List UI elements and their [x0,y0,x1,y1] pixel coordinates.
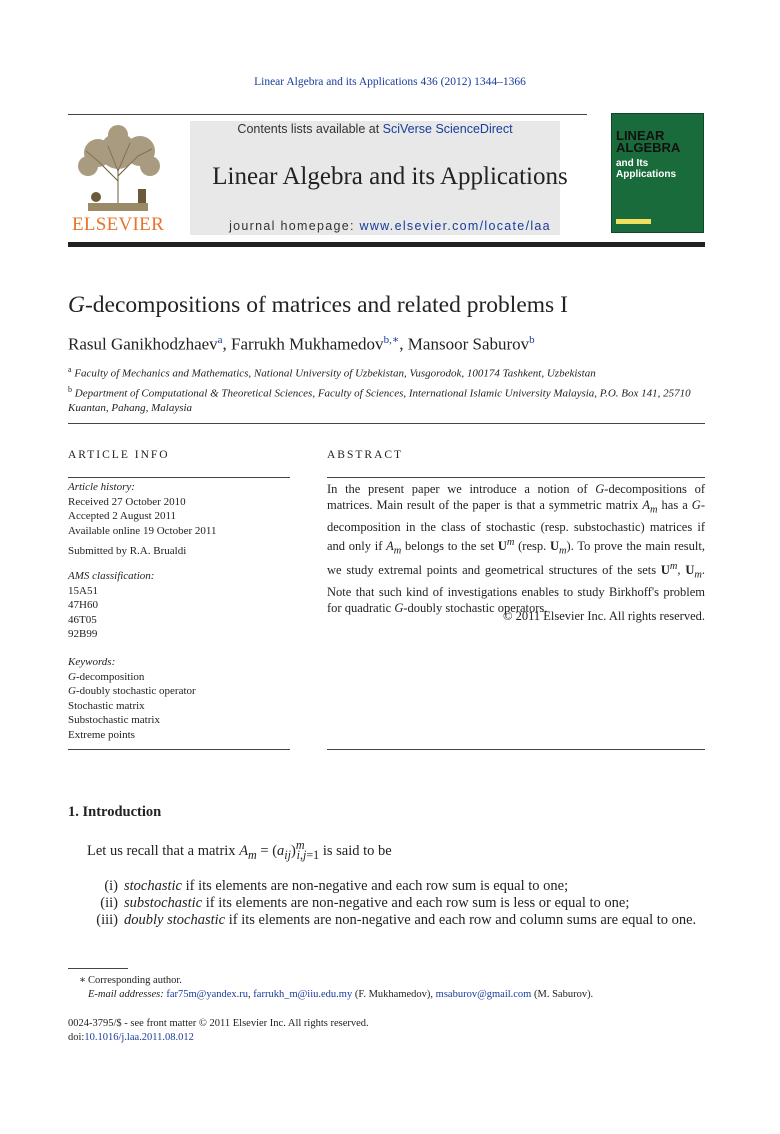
author-affil-mark[interactable]: b,∗ [383,334,400,346]
article-info-rule [68,477,290,478]
email-note: E-mail addresses: far75m@yandex.ru, farrukh_m@iiu.edu.my (F. Mukhamedov), msaburov@gmail.com (M. Saburov). [88,989,594,1000]
affiliations [68,362,708,416]
author-affil-mark[interactable]: a [217,334,223,346]
ams-code: 15A51 [68,584,98,597]
keyword [68,684,290,699]
article-info-heading: ARTICLE INFO [68,449,170,461]
email-label: E-mail addresses: [88,989,167,1000]
keyword [68,699,290,714]
ams-classification [68,569,290,642]
ams-label: AMS classification: [68,570,155,582]
cover-word-1: LINEAR [616,128,665,143]
elsevier-wordmark: ELSEVIER [71,214,165,235]
received-date: Received 27 October 2010 [68,495,186,508]
item-number: (iii) [96,912,118,928]
ams-code: 92B99 [68,628,98,640]
keywords [68,655,290,742]
abstract-text: In the present paper we introduce a notion of G-decompositions of matrices. Main result of the paper is that a symmetric matrix $A_m$ has a G-decomposition in the class of stochastic (resp. substochastic) matrices if and only if $A_m$ belongs to the set $U^m$ (resp. $U_m$). To prove the main result, we study extremal points and geometrical structures of the sets $U^m$, $U_m$. Note that such kind of investigations enables to study Birkhoff's problem for quadratic G-doubly stochastic operators. [327,482,706,615]
keyword-text: -decomposition [75,670,145,683]
keyword [68,670,290,685]
author-list [68,333,708,355]
title-rest: -decompositions of matrices and related problems I [84,292,568,318]
email-owner: (F. Mukhamedov), [352,989,436,1000]
item-term: doubly stochastic [124,912,226,928]
cover-title [616,130,680,154]
doi-link[interactable]: 10.1016/j.laa.2011.08.012 [84,1032,194,1043]
ams-code: 47H60 [68,599,98,611]
affiliation-a [68,362,708,382]
item-text: if its elements are non-negative and each row sum is less or equal to one; [202,895,630,911]
paper-title [68,292,708,319]
definition-item [68,911,705,929]
author-sep: , [399,334,408,354]
corresponding-author-note [68,974,708,986]
section-rule [68,423,705,424]
doi-line [68,1032,194,1043]
email-link[interactable]: far75m@yandex.ru [166,989,249,1000]
contents-prefix: Contents lists available at [237,122,383,136]
abstract-end-rule [327,749,705,750]
item-number: (ii) [100,895,118,911]
affil-mark-b: b [68,384,72,394]
homepage-prefix: journal homepage: [229,219,360,233]
author-name: Rasul Ganikhodzhaev [68,334,218,354]
submitted-by: Submitted by R.A. Brualdi [68,545,187,557]
article-history [68,480,290,538]
email-link[interactable]: msaburov@gmail.com [435,989,532,1000]
affil-text-a: Faculty of Mechanics and Mathematics, National University of Uzbekistan, Vusgorodok, 100174 Tashkent, Uzbekistan [74,367,596,380]
header-thick-rule [68,242,705,247]
definition-item [68,894,705,912]
author-sep: , [222,334,232,354]
abstract-heading: ABSTRACT [327,449,404,461]
cover-badge [616,219,651,224]
author-name: Mansoor Saburov [407,334,530,354]
keyword-text: Extreme points [68,728,135,741]
journal-citation[interactable]: Linear Algebra and its Applications 436 (2012) 1344–1366 [254,76,526,88]
abstract-copyright: © 2011 Elsevier Inc. All rights reserved. [502,609,705,623]
keyword-text: Substochastic matrix [68,714,160,726]
email-link[interactable]: farrukh_m@iiu.edu.my [253,989,353,1000]
email-owner: (M. Saburov). [531,989,594,1000]
footnote-rule [68,968,128,969]
ams-code: 46T05 [68,613,97,626]
author-affil-mark[interactable]: b [529,334,535,346]
history-label: Article history: [68,481,135,493]
item-number: (i) [104,878,118,894]
definition-item [68,877,705,895]
abstract-rule [327,477,705,478]
item-text: if its elements are non-negative and each row sum is equal to one; [182,878,569,894]
introduction-heading: 1. Introduction [68,804,162,820]
doi-label: doi: [68,1032,85,1043]
item-term: substochastic [124,895,203,911]
keywords-label: Keywords: [68,656,116,668]
available-date: Available online 19 October 2011 [68,524,217,537]
contents-line [190,122,560,136]
author-name: Farrukh Mukhamedov [231,334,384,354]
keyword-text: Stochastic matrix [68,699,145,712]
cover-word-3: and Its [616,158,649,169]
affil-mark-a: a [68,365,72,374]
sciencedirect-link[interactable]: SciVerse ScienceDirect [382,122,513,136]
issn-line: 0024-3795/$ - see front matter © 2011 Elsevier Inc. All rights reserved. [68,1018,369,1029]
cover-word-4: Applications [616,169,677,180]
keyword [68,728,290,743]
homepage-line [190,219,590,233]
affil-text-b: Department of Computational & Theoretical Sciences, Faculty of Sciences, International Islamic University Malaysia, P.O. Box 141, 25710 Kuantan, Pahang, Malaysia [68,387,691,415]
keyword-text: -doubly stochastic operator [75,685,196,697]
article-info-end-rule [68,749,290,750]
item-term: stochastic [124,878,182,894]
homepage-link[interactable]: www.elsevier.com/locate/laa [359,219,551,233]
introduction-lead: Let us recall that a matrix $A_m = (a_{ij})^m_{i,j=1}$ is said to be [87,838,392,862]
cover-word-2: ALGEBRA [616,140,681,155]
header-rule [68,114,587,115]
cover-subtitle [616,158,676,180]
journal-name: Linear Algebra and its Applications [212,163,568,190]
journal-cover [611,113,704,233]
footnote-mark: ∗ [78,975,86,986]
keyword-italic: G [68,685,76,697]
corresponding-text: Corresponding author. [88,975,182,986]
title-italic: G [68,292,85,318]
keyword-italic: G [68,670,76,683]
affiliation-b [68,382,708,417]
item-text: if its elements are non-negative and each row and column sums are equal to one. [225,912,697,928]
accepted-date: Accepted 2 August 2011 [68,510,177,522]
keyword [68,713,290,728]
